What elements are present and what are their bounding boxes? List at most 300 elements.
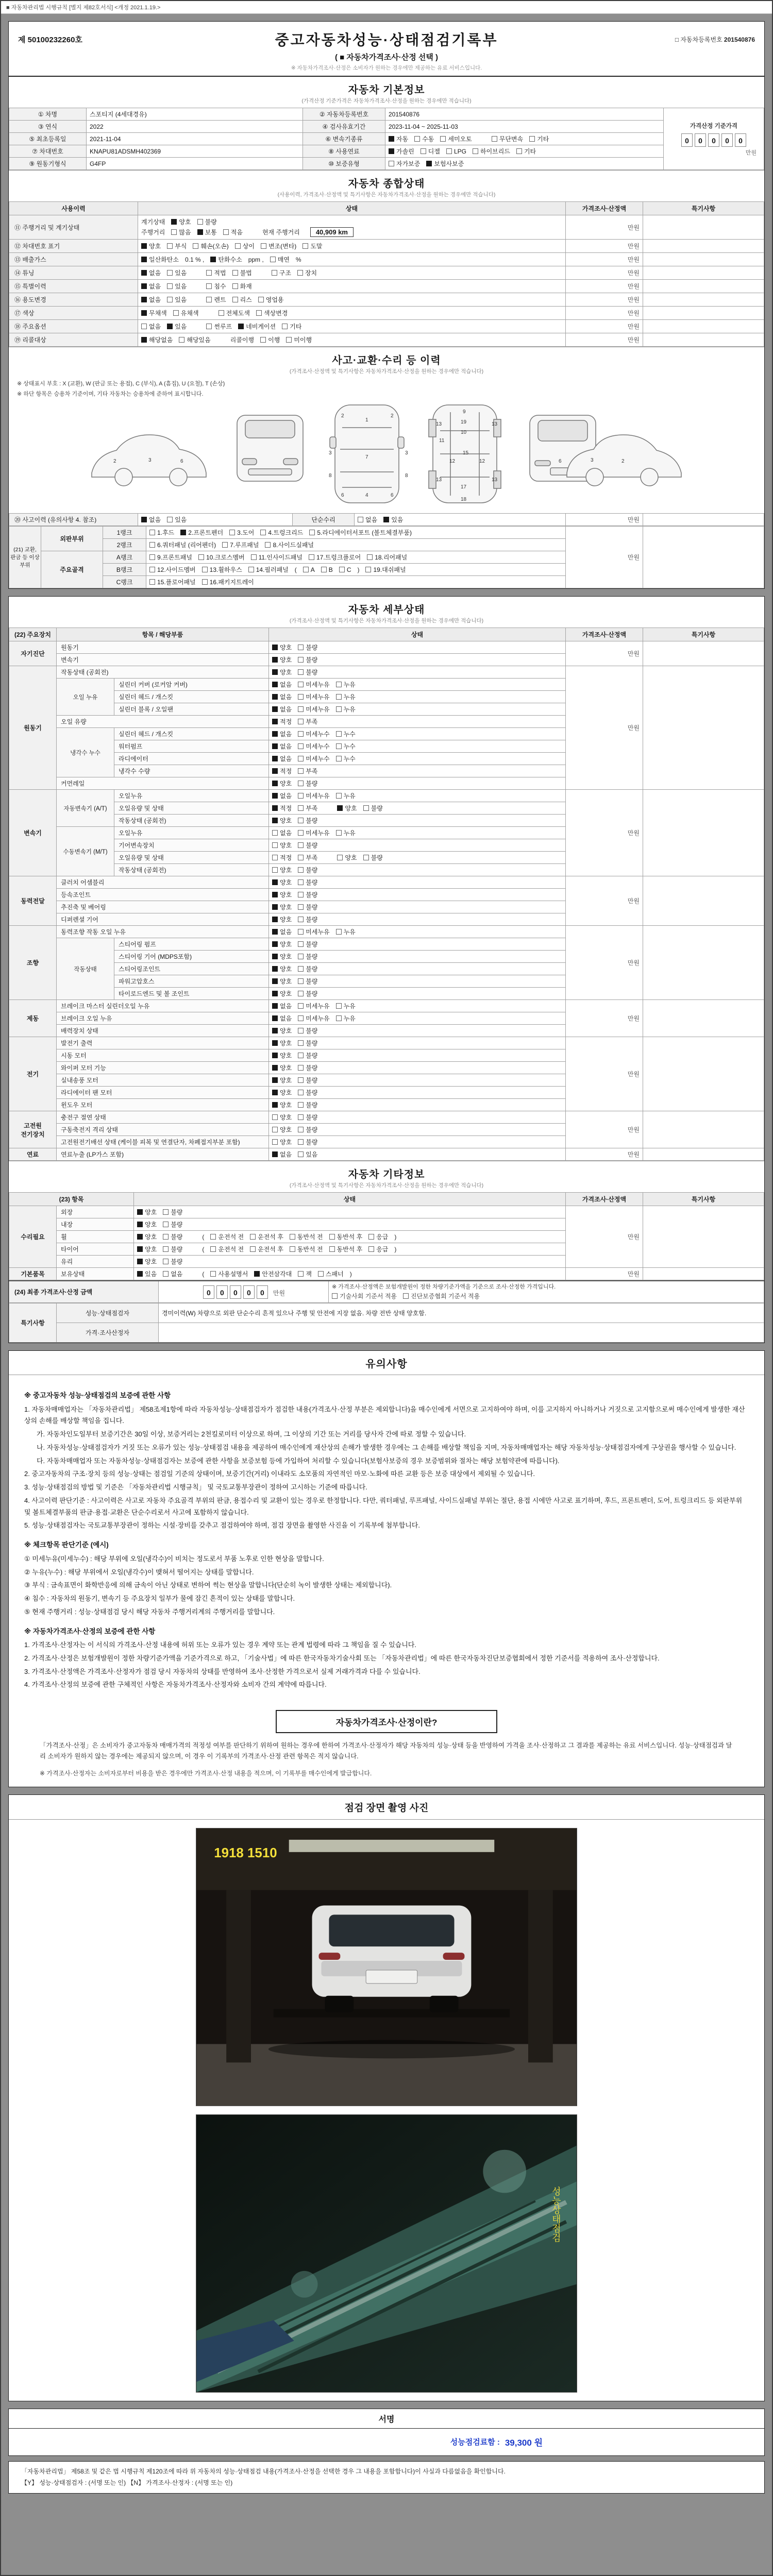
note-cell: [643, 527, 764, 588]
misc-group-label: 기본품목: [9, 1268, 57, 1280]
option: [149, 553, 192, 562]
checkbox-icon: [336, 682, 342, 687]
option-label: 양호: [280, 867, 292, 874]
option-label: 진단보증협회 기준서 적용: [411, 1292, 480, 1300]
option-label: 있음: [175, 269, 187, 277]
option-label: 양호: [280, 780, 292, 787]
option-label: 부식: [175, 243, 187, 250]
svg-text:11: 11: [439, 438, 445, 444]
option-label: 불량: [306, 669, 318, 676]
checkbox-icon: [298, 867, 304, 873]
field-label: ⑭ 튜닝: [9, 266, 138, 280]
checkbox-icon: [298, 830, 304, 836]
checkbox-icon: [426, 161, 432, 166]
option-label: 양호: [280, 1064, 292, 1072]
option-label: 7.루프패널: [230, 541, 259, 549]
checkbox-icon: [265, 542, 271, 548]
option: [173, 309, 199, 317]
state-cell: [269, 901, 566, 913]
option: [298, 1088, 317, 1097]
device-group-label: 연료: [9, 1148, 57, 1161]
svg-text:6: 6: [559, 459, 562, 464]
option-label: 구조: [279, 269, 291, 277]
field-label: ⑨ 원동기형식: [9, 158, 87, 170]
checkbox-icon: [298, 1139, 304, 1145]
option-label: 없음: [280, 731, 292, 738]
checkbox-icon: [235, 243, 241, 249]
checkbox-icon: [318, 1271, 324, 1277]
option: [137, 1232, 157, 1241]
final-price-value: [159, 1281, 329, 1303]
option: [297, 268, 317, 277]
checkbox-icon: [332, 1293, 338, 1299]
item-label: 작동상태 (공회전): [114, 815, 269, 827]
option: [219, 309, 250, 317]
checkbox-icon: [298, 879, 304, 885]
item-label: 오일유량 및 상태: [114, 802, 269, 815]
state-cell: [269, 963, 566, 975]
state-cell: [269, 691, 566, 703]
item-label: 타이어: [57, 1243, 134, 1256]
option: [358, 515, 377, 524]
option: [272, 655, 292, 664]
option-label: 불량: [306, 1114, 318, 1121]
option: [197, 217, 217, 226]
option-label: 누유: [343, 681, 356, 688]
option-label: 미세누유: [306, 928, 330, 936]
form-reference: ■ 자동차관리법 시행규칙 [별지 제82호서식] <개정 2021.1.19.>: [1, 1, 772, 14]
note-cell: [643, 215, 764, 240]
checkbox-icon: [298, 1151, 304, 1157]
base-price-cell: [664, 108, 764, 170]
option: [272, 779, 292, 788]
option: [163, 1208, 182, 1216]
item-label: 변속기: [57, 654, 269, 666]
option-label: 1.후드: [157, 529, 175, 536]
option-label: 없음: [280, 706, 292, 713]
notice-item: 2. 중고자동차의 구조·장치 등의 성능·상태는 점검일 기준의 상태이며, 보증기간(거리) 이내라도 소모품의 자연적인 마모·노화에 따른 교환 등은 보증 대상에서 제외될 수 있습니다.: [24, 1470, 535, 1478]
option-label: 양호: [280, 1089, 292, 1096]
checkbox-icon: [149, 530, 155, 535]
option: [318, 1269, 344, 1278]
option: [298, 804, 317, 812]
state-cell: [269, 988, 566, 1000]
checkbox-icon: [367, 554, 373, 560]
item-label: 라디에이터 팬 모터: [57, 1087, 269, 1099]
option: [272, 1051, 292, 1060]
table-header-row: [9, 628, 764, 641]
field-label: 2랭크: [103, 539, 146, 551]
sub-group-label: 오일 누유: [57, 679, 114, 716]
checkbox-icon: [272, 682, 278, 687]
condition-row: [9, 320, 764, 333]
option-label: 불량: [306, 1040, 318, 1047]
opinion-row: [9, 1303, 764, 1323]
checkbox-icon: [329, 1234, 335, 1240]
option-label: 양호: [280, 879, 292, 886]
field-label: ⑪ 주행거리 및 계기상태: [9, 215, 138, 240]
state-cell: [269, 938, 566, 951]
option-label: 해당없음: [149, 336, 173, 344]
option: [529, 134, 549, 143]
checkbox-icon: [232, 297, 238, 302]
option-label: 없음: [149, 296, 161, 303]
option: [272, 1113, 292, 1122]
option-label: 양호: [280, 1040, 292, 1047]
page-title: 중고자동차성능·상태점검기록부: [275, 32, 498, 48]
checkbox-icon: [272, 743, 278, 749]
option: [272, 754, 292, 763]
option-label: 없음: [280, 792, 292, 800]
option: [298, 1138, 317, 1146]
option: [141, 242, 161, 250]
final-price-table: [9, 1280, 764, 1303]
checkbox-icon: [368, 1234, 374, 1240]
option-label: 양호: [280, 941, 292, 948]
signature-section-title: 서명: [9, 2409, 764, 2429]
column-header: 가격조사·산정액: [566, 202, 643, 215]
checkbox-icon: [141, 337, 147, 343]
field-label: ⑮ 특별이력: [9, 280, 138, 293]
option-label: 기타: [537, 135, 549, 143]
option-label: 양호: [280, 891, 292, 899]
option: [298, 717, 317, 726]
field-label: ⑩ 보증유형: [303, 158, 385, 170]
option: [163, 1232, 182, 1241]
option: [167, 515, 187, 524]
option-label: 미세누유: [306, 792, 330, 800]
option: [298, 816, 317, 825]
checkbox-icon: [198, 554, 204, 560]
note-cell: [643, 926, 764, 1000]
option-label: 불량: [306, 904, 318, 911]
option: [272, 1076, 292, 1084]
checkbox-icon: [272, 706, 278, 712]
checkbox-icon: [329, 1246, 335, 1252]
option-text: %: [295, 256, 301, 263]
field-label: (24) 최종 가격조사·산정 금액: [9, 1281, 159, 1303]
checkbox-icon: [167, 243, 173, 249]
option-label: 동반석 전: [297, 1246, 323, 1253]
checkbox-icon: [272, 768, 278, 774]
price-cell: 만원: [566, 527, 643, 588]
checkbox-icon: [389, 161, 394, 166]
state-cell: [269, 852, 566, 864]
price-digit: 0: [721, 133, 733, 147]
option-label: 없음: [280, 1015, 292, 1022]
option: [298, 977, 317, 986]
checkbox-icon: [272, 781, 278, 786]
option-label: 불량: [306, 1027, 318, 1035]
option: [238, 322, 276, 331]
state-cell: [134, 1243, 566, 1256]
option-label: 없음: [280, 1003, 292, 1010]
option-label: 불법: [240, 269, 252, 277]
option: [272, 1014, 292, 1023]
checkbox-icon: [137, 1234, 143, 1240]
checkbox-icon: [336, 830, 342, 836]
checkbox-icon: [141, 297, 147, 302]
accident-legend-2: ※ 하단 항목은 승용차 기준이며, 기타 자동차는 승용차에 준하여 표시합니다.: [17, 391, 204, 397]
option-label: 불량: [306, 842, 318, 849]
option-text: ppm ,: [248, 256, 264, 263]
option-label: 누유: [343, 706, 356, 713]
column-header: 상태: [138, 202, 566, 215]
detail-report-box: [8, 596, 765, 1343]
option: [272, 1026, 292, 1035]
svg-text:2: 2: [621, 459, 625, 464]
sub-group-label: 작동상태: [57, 938, 114, 1000]
state-cell: [269, 1062, 566, 1074]
note-cell: [643, 293, 764, 307]
option-label: 운전석 전: [218, 1246, 244, 1253]
option: [163, 1245, 182, 1253]
checkbox-icon: [149, 579, 155, 585]
state-cell: [269, 926, 566, 938]
item-label: 오일유량 및 상태: [114, 852, 269, 864]
option-label: 디젤: [428, 148, 440, 155]
note-cell: [643, 1037, 764, 1111]
device-row: [9, 926, 764, 938]
option-label: 14.필러패널: [256, 566, 289, 573]
option: [272, 1039, 292, 1047]
checkbox-icon: [298, 756, 304, 761]
field-label: 1랭크: [103, 527, 146, 539]
checkbox-icon: [298, 657, 304, 663]
option: [389, 134, 408, 143]
option: [272, 1088, 292, 1097]
field-label: C랭크: [103, 576, 146, 588]
checkbox-icon: [179, 337, 184, 343]
option-label: 양호: [280, 669, 292, 676]
option-label: 자가보증: [396, 160, 421, 167]
option-label: C: [346, 566, 351, 573]
note-cell: [643, 320, 764, 333]
basic-info-row: [9, 145, 764, 158]
checkbox-icon: [272, 1139, 278, 1145]
state-cell: [134, 1206, 566, 1218]
option: [202, 565, 242, 574]
option-label: LPG: [453, 148, 466, 155]
option: [286, 335, 312, 344]
checkbox-icon: [336, 694, 342, 700]
option-label: 변조(변타): [268, 243, 297, 250]
option-label: 색상변경: [263, 310, 288, 317]
option-label: 스패너: [325, 1270, 344, 1278]
option-label: 없음: [280, 743, 292, 750]
price-cell: 만원: [566, 926, 643, 1000]
state-cell: [269, 666, 566, 679]
device-group-label: 동력전달: [9, 876, 57, 926]
option-label: 응급: [376, 1246, 389, 1253]
checkbox-icon: [272, 756, 278, 761]
option: [516, 147, 536, 156]
state-cell: [146, 539, 566, 551]
option-label: 없음: [365, 516, 378, 523]
option: [298, 730, 329, 738]
field-label: ④ 검사유효기간: [303, 121, 385, 133]
sub-group-label: 냉각수 누수: [57, 728, 114, 777]
option: [149, 565, 196, 574]
price-digit: 0: [230, 1285, 241, 1299]
notice-heading: ※ 자동차가격조사·산정의 보증에 관한 사항: [24, 1627, 156, 1635]
option: [171, 217, 191, 226]
option: [298, 1113, 317, 1122]
checkbox-icon: [171, 219, 177, 225]
checkbox-icon: [298, 731, 304, 737]
option: [206, 282, 226, 291]
item-label: 배력장치 상태: [57, 1025, 269, 1037]
option: [222, 540, 259, 549]
option: [272, 791, 292, 800]
state-cell: [134, 1231, 566, 1243]
state-cell: [269, 728, 566, 740]
option-label: 불량: [306, 1052, 318, 1059]
svg-text:1: 1: [365, 417, 368, 423]
field-value: 2022: [87, 121, 303, 133]
checkbox-icon: [261, 243, 266, 249]
opinion-text: [159, 1323, 764, 1343]
option: [272, 767, 292, 775]
field-value: KNAPU81ADSMH402369: [87, 145, 303, 158]
option: [206, 322, 232, 331]
item-label: 기어변속장치: [114, 839, 269, 852]
basic-info-row: [9, 158, 764, 170]
price-unit: 만원: [273, 1289, 285, 1297]
checkbox-icon: [298, 892, 304, 897]
option-text: (: [202, 1270, 205, 1278]
checkbox-icon: [336, 793, 342, 799]
option-label: 미세누유: [306, 693, 330, 701]
state-cell: [269, 913, 566, 926]
option-label: 사용설명서: [218, 1270, 248, 1278]
item-label: 작동상태 (공회전): [114, 864, 269, 876]
page-subtitle: ( ■ 자동차가격조사·산정 선택 ): [334, 53, 439, 62]
item-label: 보유상태: [57, 1268, 134, 1280]
option-text: ): [357, 566, 360, 573]
opinion-row: [9, 1323, 764, 1343]
checkbox-icon: [167, 324, 173, 329]
option-label: 부족: [306, 718, 318, 725]
checkbox-icon: [272, 1077, 278, 1083]
option-label: 없음: [280, 928, 292, 936]
photos-section-title: 점검 장면 촬영 사진: [9, 1795, 764, 1820]
checkbox-icon: [298, 719, 304, 724]
column-header: (22) 주요장치: [9, 628, 57, 641]
option-label: 불량: [371, 854, 383, 861]
final-price-row: [9, 1281, 764, 1303]
option-text: 주행거리: [141, 229, 165, 236]
price-digit: 0: [203, 1285, 214, 1299]
note-cell: [643, 333, 764, 347]
condition-row: [9, 240, 764, 253]
state-cell: [134, 1256, 566, 1268]
svg-text:2: 2: [391, 413, 394, 419]
svg-text:13: 13: [436, 477, 442, 483]
device-group-label: 원동기: [9, 666, 57, 790]
sub-group-label: 자동변속기 (A/T): [57, 790, 114, 827]
option-label: 6.쿼터패널 (리어펜더): [157, 541, 216, 549]
checkbox-icon: [298, 1114, 304, 1120]
option-label: 기술사회 기준서 적용: [340, 1292, 397, 1300]
checkbox-icon: [210, 1246, 216, 1252]
field-label: ⑲ 리콜대상: [9, 333, 138, 347]
checkbox-icon: [272, 892, 278, 897]
option-label: 있음: [391, 516, 404, 523]
section-title-basic: 자동차 기본정보: [348, 84, 425, 96]
option: [272, 268, 291, 277]
option-label: 자동: [396, 135, 409, 143]
option: [446, 148, 466, 155]
option-label: 없음: [280, 681, 292, 688]
option: [298, 1076, 317, 1084]
checkbox-icon: [229, 530, 235, 535]
option: [298, 1063, 317, 1072]
checkbox-icon: [251, 554, 257, 560]
option-label: 하이브리드: [480, 148, 510, 155]
checkbox-icon: [421, 148, 426, 154]
price-cell: 만원: [566, 514, 643, 526]
option-label: 10.크로스멤버: [206, 554, 245, 561]
option: [272, 643, 292, 652]
option-label: 운전석 후: [258, 1246, 283, 1253]
checkbox-icon: [336, 706, 342, 712]
price-cell: 만원: [566, 293, 643, 307]
option-label: 불량: [371, 805, 383, 812]
option: [298, 927, 329, 936]
option-text: 현재 주행거리: [262, 229, 300, 236]
column-header: 사용이력: [9, 202, 138, 215]
option: [141, 295, 161, 304]
basic-info-row: [9, 133, 764, 145]
price-cell: 만원: [566, 307, 643, 320]
option: [193, 242, 228, 250]
option-label: 세미오토: [448, 135, 472, 143]
option: [272, 952, 292, 961]
photos-box: [8, 1794, 765, 2401]
option-label: 기타: [524, 148, 536, 155]
state-cell: [269, 1087, 566, 1099]
price-cell: 만원: [566, 1268, 643, 1280]
svg-text:13: 13: [492, 421, 498, 427]
option-label: 불량: [306, 953, 318, 960]
option: [403, 1292, 480, 1301]
option-label: 보험사보증: [434, 160, 464, 167]
option: [336, 791, 356, 800]
option: [298, 878, 317, 887]
checkbox-icon: [297, 270, 303, 276]
option: [365, 565, 406, 574]
notice-item: 나. 자동차성능·상태점검자가 거짓 또는 오류가 있는 성능·상태점검 내용을 제공하여 매수인에게 재산상의 손해가 발생한 경우에는 그 손해를 배상할 책임을 지며, 자동차매매업자는 해당 자동차성능·상태점검자에게 구상권을 행사할 수 있습니다.: [37, 1443, 736, 1451]
item-label: 윈도우 모터: [57, 1099, 269, 1111]
option-label: 동반석 후: [337, 1233, 363, 1241]
field-label: ⑧ 사용연료: [303, 145, 385, 158]
notice-item: 2. 가격조사·산정은 보험개발원이 정한 차량기준가액을 기준가격으로 하고, 「기술사법」에 따른 한국자동차기술사회 또는 「자동차관리법」에 따른 한국자동차진단보증협회에서 정한 기준서를 적용하여 조사·산정합니다.: [24, 1654, 660, 1662]
option: [210, 255, 242, 264]
state-cell: [269, 802, 566, 815]
price-digit: 0: [257, 1285, 268, 1299]
option: [223, 228, 243, 236]
option-label: 양호: [280, 644, 292, 651]
price-cell: 만원: [566, 1206, 643, 1268]
inspection-photo-rear-lift: [196, 1828, 577, 2106]
option-label: 유채색: [180, 310, 199, 317]
field-label: ③ 연식: [9, 121, 87, 133]
checkbox-icon: [272, 669, 278, 675]
option-label: 있음: [306, 1151, 318, 1158]
accident-history-table: [9, 513, 764, 526]
option: [303, 242, 322, 250]
